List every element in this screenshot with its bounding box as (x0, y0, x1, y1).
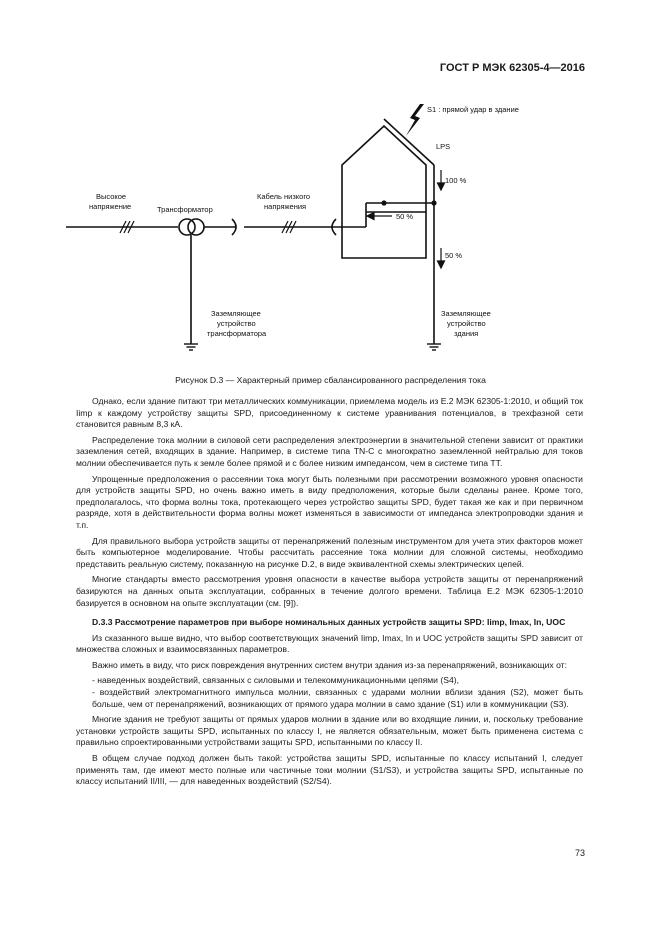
paragraph: Однако, если здание питают три металлических коммуникации, приемлема модель из Е.2 МЭК 62305-1:2010, и общий ток Iimp к каждому устройству защиты SPD, присоединенному к системе уравнивания потенциалов, в трехфазной сети становится равным 8,3 кА. (76, 396, 583, 430)
paragraph: Распределение тока молнии в силовой сети распределения электроэнергии в значительной степени зависит от практики заземления сетей, входящих в здание. Например, в системе типа TN-C с многократно заземленной нейтралью для токов молнии обеспечивается путь к земле более прямой и с более низким импедансом, чем в системе типа ТТ. (76, 434, 583, 468)
bus-node-right (431, 200, 436, 205)
page-number: 73 (574, 848, 585, 858)
body-text (76, 396, 583, 792)
pct-50-left-label: 50 % (396, 212, 414, 221)
lightning-bolt-icon (406, 104, 424, 136)
pct-100-label: 100 % (445, 176, 467, 185)
current-arrow-100 (438, 170, 445, 190)
section-heading: D.3.3 Рассмотрение параметров при выборе номинальных данных устройств защиты SPD: Iimp, Imax, In, UOC (92, 617, 566, 628)
document-header: ГОСТ Р МЭК 62305-4—2016 (439, 62, 585, 74)
list-item: - воздействий электромагнитного импульса молнии, связанных с ударами молнии вблизи здания (S2), может быть больше, чем от перенапряжений, возникающих от прямого удара молнии в само здание (S1) или в коммуникации (S3). (92, 687, 583, 709)
paragraph: Многие стандарты вместо рассмотрения уровня опасности в качестве выбора устройств защиты от перенапряжений базируются на данных опыта эксплуатации, собранных в течение долгого времени. Таблица Е.2 МЭК 62305-1:2010 базируется в основном на опыте эксплуатации (см. [9]). (76, 574, 583, 608)
paragraph: Многие здания не требуют защиты от прямых ударов молнии в здание или во входящие линии, и, поскольку требование установки устройств защиты SPD, испытанных по классу I, не является обязательным, может быть применена система с правильно спроектированными устройствами защиты SPD, испытанными по классу II. (76, 714, 583, 748)
cable-label-2: напряжения (264, 202, 307, 211)
current-distribution-diagram (0, 0, 661, 370)
paragraph: Из сказанного выше видно, что выбор соответствующих значений Iimp, Imax, In и UOC устройств защиты SPD зависит от множества сложных и взаимосвязанных параметров. (76, 632, 583, 655)
cable-label-1: Кабель низкого (257, 192, 311, 201)
earth-b-label-2: устройство (447, 319, 486, 328)
paragraph: Для правильного выбора устройств защиты от перенапряжений полезным инструментом для учета этих факторов может быть компьютерное моделирование. Чтобы рассчитать рассеяние тока молнии для сложной системы, необходимо представить реальную систему, показанную на рисунке D.2, в виде эквивалентной схемы электрических цепей. (76, 535, 583, 569)
earth-b-label-1: Заземляющее (441, 309, 491, 318)
transformer-coil-right (188, 219, 204, 235)
paragraph: В общем случае подход должен быть такой: устройства защиты SPD, испытанные по классу испытаний I, следует применять там, где имеют место полные или частичные токи молнии (S1/S3), и устройства защиты SPD, испытанные по классу испытаний II/III, — для наведенных воздействий (S2/S4). (76, 753, 583, 787)
bus-node-left (381, 200, 386, 205)
paragraph: Важно иметь в виду, что риск повреждения внутренних систем внутри здания из-за перенапряжений, возникающих от: (92, 659, 568, 670)
building-earth-symbol (427, 344, 441, 350)
figure-caption: Рисунок D.3 — Характерный пример сбалансированного распределения тока (175, 375, 486, 385)
s1-label: S1 : прямой удар в здание (427, 105, 519, 114)
pct-50-down-label: 50 % (445, 251, 463, 260)
hv-label-1: Высокое (96, 192, 127, 201)
transformer-earth-symbol (184, 344, 198, 350)
transformer-coil-left (179, 219, 195, 235)
lps-label: LPS (436, 142, 451, 151)
lps-roof-line (384, 119, 434, 165)
current-arrow-50-left (367, 213, 392, 220)
current-arrow-50-down (438, 248, 445, 268)
hv-label-2: напряжение (89, 202, 132, 211)
paragraph: Упрощенные предположения о рассеянии тока могут быть полезными при рассмотрении возможного уровня опасности для устройств защиты SPD, но очень важно иметь в виду предположения, которые были сделаны ранее. Кроме того, предполагалось, что форма волны тока, протекающего через устройство защиты SPD, будет такая же как и при первичном разряде, хотя в действительности форма волны может изменяться в зависимости от импеданса электропроводки здания и т.п. (76, 473, 583, 530)
earth-tr-label-3: трансформатора (207, 329, 267, 338)
transformer-label: Трансформатор (157, 205, 213, 214)
earth-b-label-3: здания (454, 329, 479, 338)
earth-tr-label-2: устройство (217, 319, 256, 328)
earth-tr-label-1: Заземляющее (211, 309, 261, 318)
list-item: - наведенных воздействий, связанных с силовыми и телекоммуникационными цепями (S4), (92, 675, 459, 686)
